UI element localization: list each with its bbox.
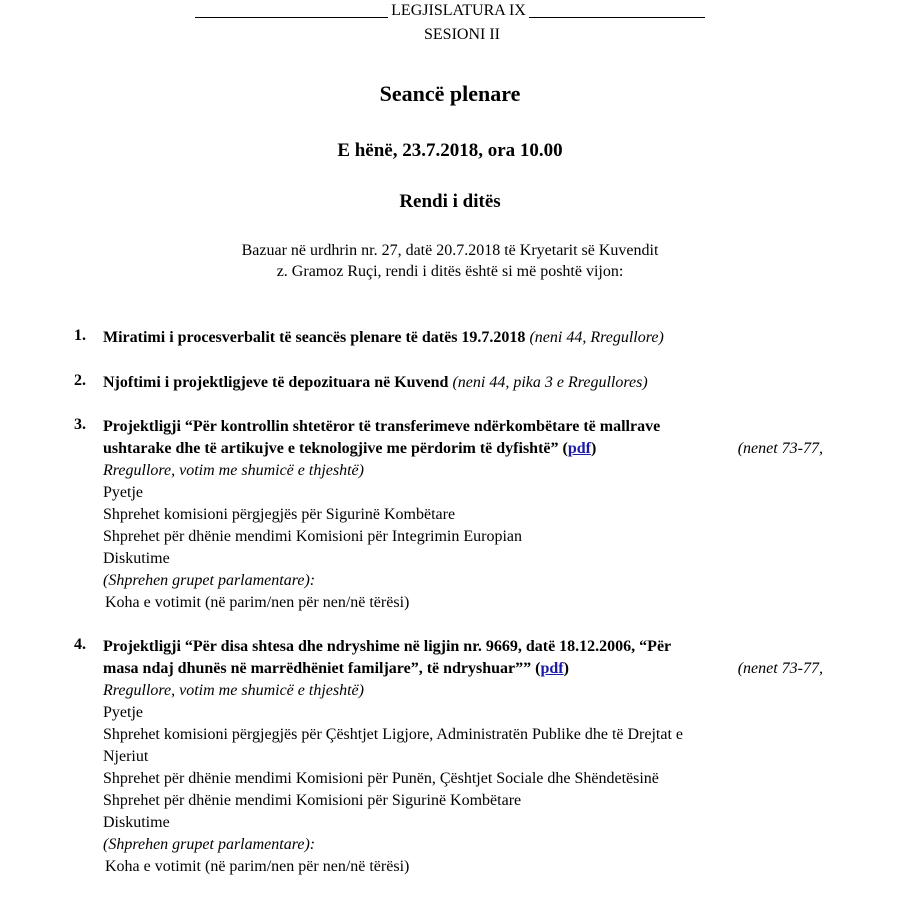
item-body	[103, 416, 823, 614]
header-underline-right	[529, 2, 705, 18]
item-title: Miratimi i procesverbalit të seancës plenare të datës 19.7.2018	[103, 329, 526, 346]
item-step-discussion: Diskutime	[103, 550, 170, 567]
item-title-line-2: masa ndaj dhunës në marrëdhëniet familjare”, të ndryshuar”” (pdf) (nenet 73-77,	[103, 658, 823, 680]
item-number: 2.	[74, 372, 86, 389]
item-reference: (nenet 73-77,	[737, 660, 823, 677]
item-title-line-1: Projektligji “Për disa shtesa dhe ndryshime në ligjin nr. 9669, datë 18.12.2006, “Për	[103, 638, 672, 655]
item-title: Njoftimi i projektligjeve të depozituara në Kuvend	[103, 374, 449, 391]
item-reference-continued: Rregullore, votim me shumicë e thjeshtë)	[103, 682, 364, 699]
pdf-link[interactable]: pdf	[540, 660, 564, 677]
item-step-vote: Koha e votimit (në parim/nen për nen/në tërësi)	[105, 858, 410, 875]
item-step-questions: Pyetje	[103, 704, 143, 721]
item-body	[103, 636, 823, 878]
item-reference: (neni 44, pika 3 e Rregullores)	[452, 374, 648, 391]
session-date: E hënë, 23.7.2018, ora 10.00	[337, 140, 563, 161]
item-step-opinion: Shprehet për dhënie mendimi Komisioni për Integrimin Europian	[103, 528, 523, 545]
item-reference-continued: Rregullore, votim me shumicë e thjeshtë)	[103, 462, 364, 479]
pdf-link[interactable]: pdf	[567, 440, 591, 457]
item-title-continued: masa ndaj dhunës në marrëdhëniet familjare”, të ndryshuar””	[103, 660, 532, 677]
item-title-line-1: Projektligji “Për kontrollin shtetëror të transferimeve ndërkombëtare të mallrave	[103, 418, 661, 435]
item-title-continued: ushtarake dhe të artikujve e teknologjive me përdorim të dyfishtë”	[103, 440, 559, 457]
item-step-vote: Koha e votimit (në parim/nen për nen/në tërësi)	[105, 594, 410, 611]
item-step-groups: (Shprehen grupet parlamentare):	[103, 836, 316, 853]
intro-paragraph	[0, 240, 900, 282]
item-reference: (nenet 73-77,	[737, 440, 823, 457]
item-number: 4.	[74, 636, 86, 653]
legislature-label: LEGJISLATURA IX	[391, 2, 526, 19]
item-step-opinion-labour: Shprehet për dhënie mendimi Komisioni për Punën, Çështjet Sociale dhe Shëndetësinë	[103, 770, 659, 787]
item-number: 1.	[74, 327, 86, 344]
item-step-committee-continued: Njeriut	[103, 748, 149, 765]
intro-line-1: Bazuar në urdhrin nr. 27, datë 20.7.2018 të Kryetarit së Kuvendit	[241, 242, 659, 259]
intro-line-2: z. Gramoz Ruçi, rendi i ditës është si më poshtë vijon:	[276, 263, 624, 280]
item-body	[103, 327, 863, 349]
item-title-line-2: ushtarake dhe të artikujve e teknologjive me përdorim të dyfishtë” (pdf) (nenet 73-77,	[103, 438, 823, 460]
item-step-committee: Shprehet komisioni përgjegjës për Sigurinë Kombëtare	[103, 506, 456, 523]
item-step-committee: Shprehet komisioni përgjegjës për Çështjet Ligjore, Administratën Publike dhe të Drejtat e	[103, 726, 684, 743]
item-step-discussion: Diskutime	[103, 814, 170, 831]
agenda-heading: Rendi i ditës	[399, 191, 501, 212]
document-title: Seancë plenare	[379, 81, 521, 106]
session-label: SESIONI II	[424, 26, 500, 43]
item-number: 3.	[74, 416, 86, 433]
legislature-header	[0, 2, 900, 20]
item-body	[103, 372, 863, 394]
header-underline-left	[195, 2, 388, 18]
item-step-questions: Pyetje	[103, 484, 143, 501]
item-reference: (neni 44, Rregullore)	[529, 329, 664, 346]
item-step-groups: (Shprehen grupet parlamentare):	[103, 572, 316, 589]
item-step-opinion-security: Shprehet për dhënie mendimi Komisioni për Sigurinë Kombëtare	[103, 792, 522, 809]
